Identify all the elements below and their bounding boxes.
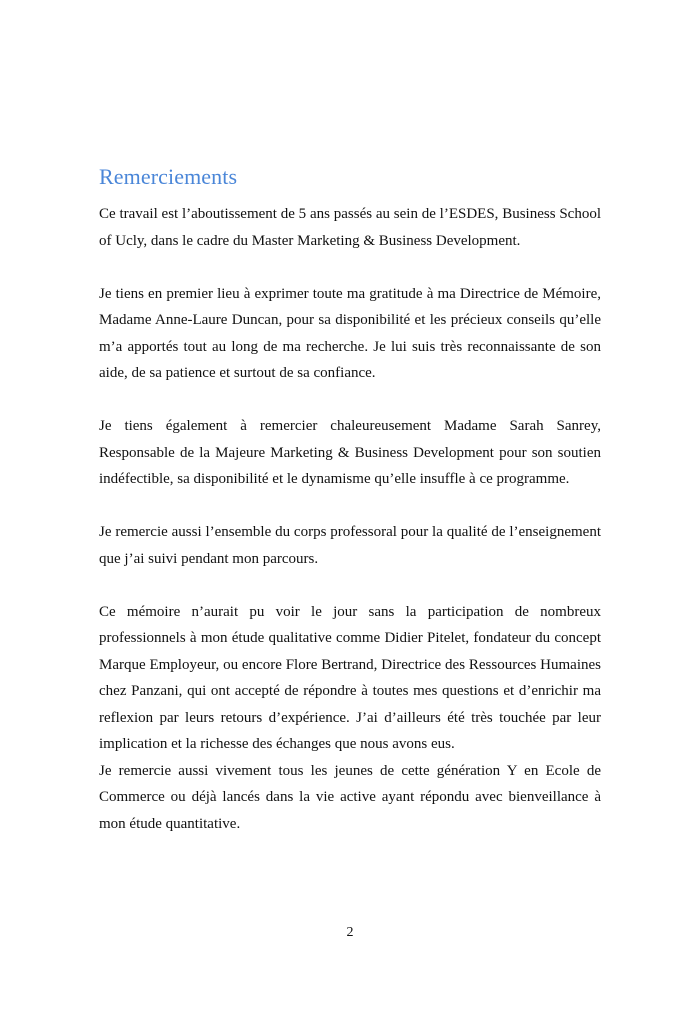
acknowledgements-body <box>99 201 601 837</box>
paragraph-2: Je tiens en premier lieu à exprimer toute ma gratitude à ma Directrice de Mémoire, Madame Anne-Laure Duncan, pour sa disponibilité et les précieux conseils qu’elle m’a apportés tout au long de ma recherche. Je lui suis très reconnaissante de son aide, de sa patience et surtout de sa confiance. <box>99 285 601 381</box>
page-title: Remerciements <box>99 163 238 189</box>
paragraph-6: Je remercie aussi vivement tous les jeunes de cette génération Y en Ecole de Commerce ou déjà lancés dans la vie active ayant répondu avec bienveillance à mon étude quantitative. <box>99 762 601 832</box>
paragraph-3: Je tiens également à remercier chaleureusement Madame Sarah Sanrey, Responsable de la Majeure Marketing & Business Development pour son soutien indéfectible, sa disponibilité et le dynamisme qu’elle insuffle à ce programme. <box>99 418 601 487</box>
paragraph-5: Ce mémoire n’aurait pu voir le jour sans la participation de nombreux professionnels à mon étude qualitative comme Didier Pitelet, fondateur du concept Marque Employeur, ou encore Flore Bertrand, Directrice des Ressources Humaines chez Panzani, qui ont accepté de répondre à toutes mes questions et d’enrichir ma reflexion par leurs retours d’expérience. J’ai d’ailleurs été très touchée par leur implication et la richesse des échanges que nous avons eus. <box>99 603 601 752</box>
page-number: 2 <box>346 925 354 940</box>
paragraph-1: Ce travail est l’aboutissement de 5 ans passés au sein de l’ESDES, Business School of Ucly, dans le cadre du Master Marketing & Business Development. <box>99 206 601 249</box>
paragraph-4: Je remercie aussi l’ensemble du corps professoral pour la qualité de l’enseignement que j’ai suivi pendant mon parcours. <box>99 524 601 567</box>
